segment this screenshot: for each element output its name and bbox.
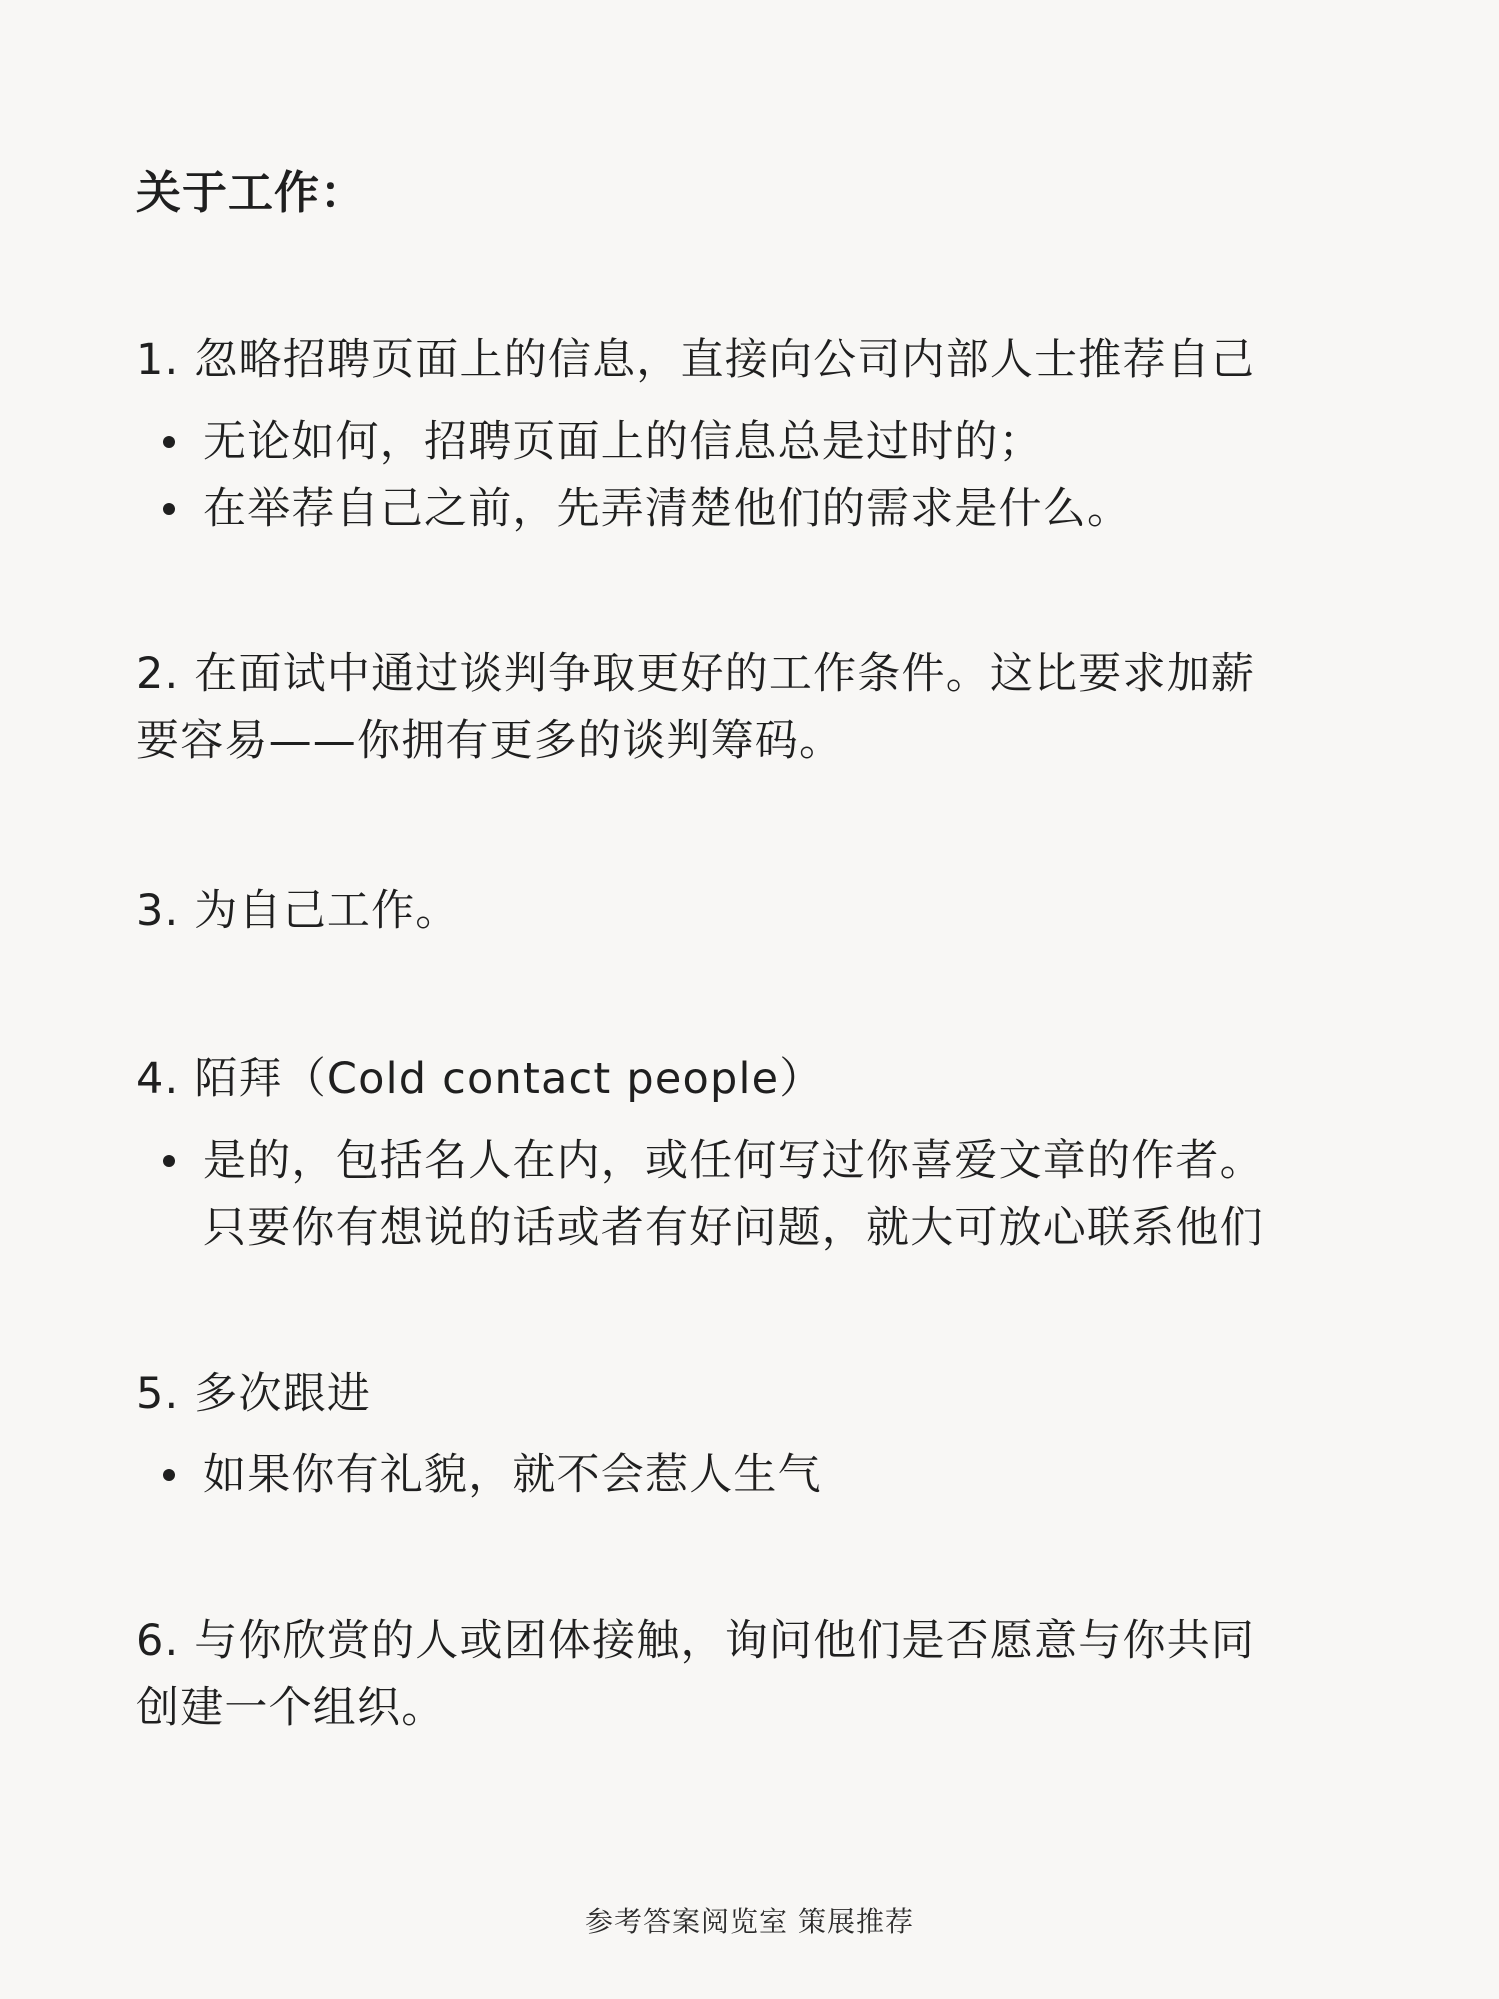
item-4-title: 4. 陌拜（Cold contact people） (136, 1054, 824, 1104)
item-4-bullet-1-line-1: 是的，包括名人在内，或任何写过你喜爱文章的作者。 (203, 1136, 1264, 1186)
item-6-line-1: 6. 与你欣赏的人或团体接触，询问他们是否愿意与你共同 (136, 1616, 1256, 1666)
item-5-bullet-1: 如果你有礼貌，就不会惹人生气 (203, 1450, 822, 1500)
item-6-line-2: 创建一个组织。 (136, 1683, 446, 1733)
item-5-title: 5. 多次跟进 (136, 1369, 372, 1419)
bullet-dot (163, 436, 175, 448)
footer-caption: 参考答案阅览室 策展推荐 (585, 1905, 914, 1938)
item-1-bullet-1: 无论如何，招聘页面上的信息总是过时的； (203, 417, 1043, 467)
item-3-title: 3. 为自己工作。 (136, 886, 460, 936)
item-1-bullet-2: 在举荐自己之前，先弄清楚他们的需求是什么。 (203, 484, 1132, 534)
bullet-dot (163, 503, 175, 515)
item-2-line-2: 要容易——你拥有更多的谈判筹码。 (136, 716, 844, 766)
item-1-title: 1. 忽略招聘页面上的信息，直接向公司内部人士推荐自己 (136, 335, 1256, 385)
bullet-dot (163, 1155, 175, 1167)
item-4-bullet-1-line-2: 只要你有想说的话或者有好问题，就大可放心联系他们 (203, 1203, 1264, 1253)
bullet-dot (163, 1469, 175, 1481)
section-heading: 关于工作： (136, 166, 367, 219)
item-2-line-1: 2. 在面试中通过谈判争取更好的工作条件。这比要求加薪 (136, 649, 1256, 699)
